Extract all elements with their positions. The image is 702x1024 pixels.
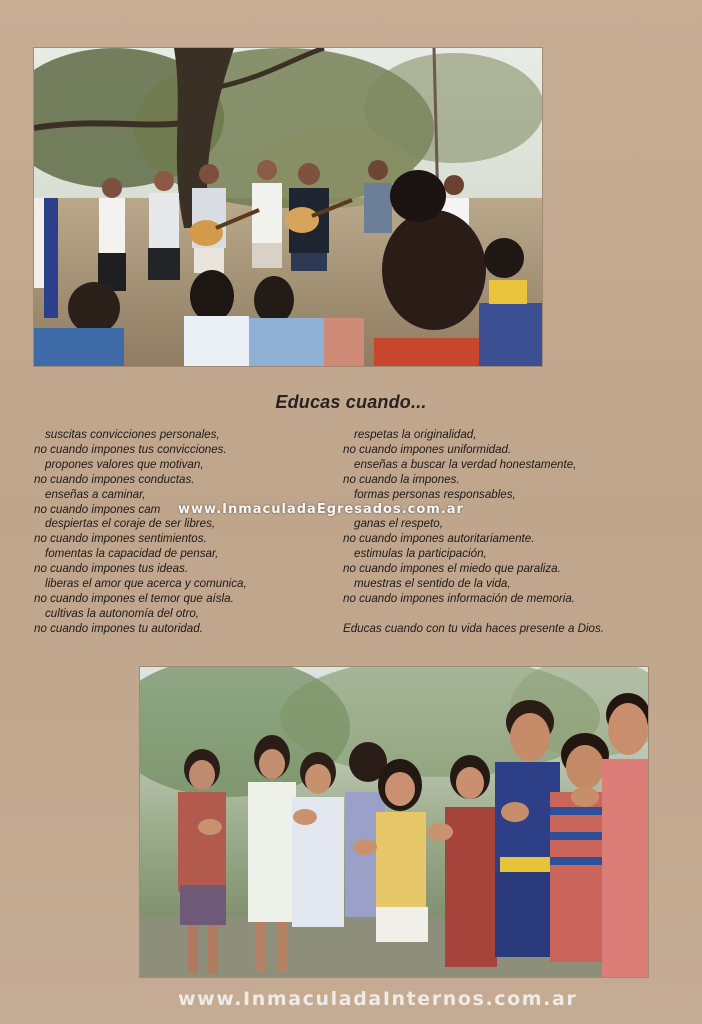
poem-line: no cuando impones el temor que aísla.	[34, 591, 234, 605]
poem-line: no cuando impones uniformidad.	[343, 442, 512, 456]
poem-line: no cuando impones tus ideas.	[34, 562, 189, 576]
poem-line: no cuando impones cam	[34, 502, 161, 516]
photo-group-guitars-image	[34, 48, 542, 366]
poem-closing-line: Educas cuando con tu vida haces presente a Dios.	[343, 621, 605, 635]
poem-line: no cuando impones el miedo que paraliza.	[343, 562, 561, 576]
poem-line: fomentas la capacidad de pensar,	[45, 547, 219, 561]
poem-line: no cuando impones conductas.	[34, 472, 195, 486]
poem-line: liberas el amor que acerca y comunica,	[45, 577, 247, 591]
poem-line: propones valores que motivan,	[45, 457, 204, 471]
photo-children-clapping-image	[140, 667, 648, 977]
poem-line: no cuando la impones.	[343, 472, 460, 486]
poem-line: cultivas la autonomía del otro,	[45, 606, 200, 620]
poem-line: no cuando impones información de memoria.	[343, 591, 575, 605]
poem-heading: Educas cuando...	[275, 392, 427, 412]
poem-line: suscitas convicciones personales,	[45, 428, 220, 441]
poem-line: no cuando impones autoritariamente.	[343, 532, 535, 546]
poem-left-column	[34, 428, 334, 637]
poem-line: enseñas a caminar,	[45, 487, 146, 501]
poem-line: estimulas la participación,	[354, 547, 487, 561]
poem-line: no cuando impones tu autoridad.	[34, 621, 203, 635]
poem-line: formas personas responsables,	[354, 487, 516, 501]
photo-children-clapping	[140, 667, 648, 977]
poem-line: enseñas a buscar la verdad honestamente,	[354, 457, 577, 471]
poem-line: despiertas el coraje de ser libres,	[45, 517, 216, 531]
watermark-bottom: www.InmaculadaInternos.com.ar	[178, 988, 578, 1010]
photo-group-guitars	[34, 48, 542, 366]
poem-line: ganas el respeto,	[354, 517, 443, 531]
poem-line: muestras el sentido de la vida,	[354, 577, 511, 591]
poem-line: no cuando impones sentimientos.	[34, 532, 207, 546]
poem-right-column	[343, 428, 673, 637]
poem-line: respetas la originalidad,	[354, 428, 477, 441]
watermark-middle: www.InmaculadaEgresados.com.ar	[178, 502, 464, 517]
poem-line: no cuando impones tus convicciones.	[34, 442, 227, 456]
